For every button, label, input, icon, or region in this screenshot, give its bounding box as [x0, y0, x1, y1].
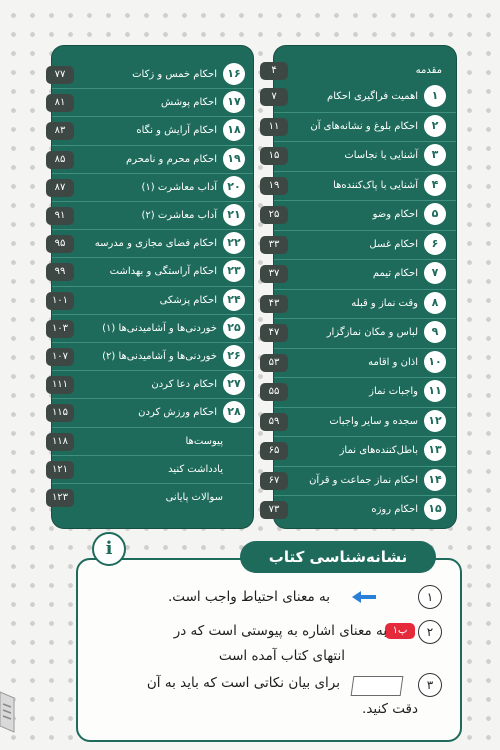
page-number: ۶۷ — [260, 472, 288, 490]
legend-number-1: ۱ — [418, 585, 442, 609]
toc-intro-row[interactable] — [271, 60, 456, 82]
chapter-title: آشنایی با پاک‌کننده‌ها — [333, 179, 418, 191]
chapter-number: ۹ — [424, 321, 446, 343]
chapter-number: ۳ — [424, 144, 446, 166]
page-number: ۴۳ — [260, 295, 288, 313]
chapter-title: سجده و سایر واجبات — [329, 415, 418, 427]
page-number: ۱۱۱ — [46, 376, 74, 394]
chapter-title: آداب معاشرت (۱) — [141, 181, 217, 193]
toc-row[interactable] — [52, 173, 253, 202]
chapter-title: احکام بلوغ و نشانه‌های آن — [310, 120, 418, 132]
page-number: ۸۳ — [46, 122, 74, 140]
toc-row[interactable] — [268, 289, 456, 320]
legend-text-3-line2: دقت کنید. — [362, 701, 418, 717]
page-number: ۹۱ — [46, 207, 74, 225]
chapter-number: ۸ — [424, 292, 446, 314]
toc-row[interactable] — [268, 259, 456, 290]
chapter-number: ۴ — [424, 174, 446, 196]
legend-number-2: ۲ — [418, 620, 442, 644]
chapter-number: ۲۰ — [223, 176, 245, 198]
intro-title: مقدمه — [415, 65, 442, 76]
legend-text-2-line1: به معنای اشاره به پیوستی است که در — [173, 623, 387, 639]
page-number: ۷۷ — [46, 66, 74, 84]
page-number: ۸۱ — [46, 94, 74, 112]
page-number: ۱۵ — [260, 147, 288, 165]
toc-row[interactable] — [52, 342, 253, 371]
page-number: ۱۹ — [260, 177, 288, 195]
chapter-number: ۲۶ — [223, 345, 245, 367]
chapter-title: احکام ورزش کردن — [138, 407, 217, 419]
page-number: ۱۰۳ — [46, 320, 74, 338]
page-number: ۵۳ — [260, 354, 288, 372]
page-number: ۱۱ — [260, 118, 288, 136]
toc-row[interactable] — [268, 436, 456, 467]
chapter-title: احکام روزه — [371, 504, 418, 515]
note-box-icon — [351, 676, 404, 696]
page-number: ۴ — [260, 62, 288, 80]
chapter-title: پیوست‌ها — [185, 435, 223, 447]
chapter-title: خوردنی‌ها و آشامیدنی‌ها (۲) — [102, 351, 217, 362]
page-number: ۷۳ — [260, 501, 288, 519]
toc-row[interactable] — [52, 286, 253, 315]
page-number: ۲۵ — [260, 206, 288, 224]
toc-row[interactable] — [52, 398, 253, 427]
page-number: ۹۹ — [46, 263, 74, 281]
toc-left-panel — [52, 46, 253, 528]
chapter-number: ۱۵ — [424, 498, 446, 520]
toc-row[interactable] — [52, 201, 253, 230]
chapter-number: ۲۸ — [223, 401, 245, 423]
page-number: ۱۱۸ — [46, 433, 74, 451]
chapter-number: ۵ — [424, 203, 446, 225]
chapter-title: باطل‌کننده‌های نماز — [339, 445, 418, 456]
chapter-number: ۲۵ — [223, 317, 245, 339]
toc-row[interactable] — [271, 82, 456, 113]
chapter-number: ۲۴ — [223, 289, 245, 311]
chapter-number: ۱۶ — [223, 63, 245, 85]
chapter-title: اهمیت فراگیری احکام — [327, 91, 418, 102]
chapter-title: لباس و مکان نمازگزار — [326, 327, 418, 338]
chapter-number: ۱۷ — [223, 91, 245, 113]
chapter-title: احکام پزشکی — [159, 294, 217, 306]
toc-row[interactable] — [268, 230, 456, 261]
legend-text-1: به معنای احتیاط واجب است. — [168, 589, 330, 605]
chapter-number: ۱۹ — [223, 148, 245, 170]
page-number: ۱۱۵ — [46, 404, 74, 422]
chapter-number: ۲۱ — [223, 204, 245, 226]
chapter-number: ۱ — [424, 85, 446, 107]
chapter-number: ۱۸ — [223, 119, 245, 141]
chapter-number: ۱۰ — [424, 351, 446, 373]
page-number: ۵۹ — [260, 413, 288, 431]
page-number: ۶۵ — [260, 442, 288, 460]
toc-row[interactable] — [52, 60, 253, 89]
legend-number-3: ۳ — [418, 673, 442, 697]
page-number: ۸۵ — [46, 151, 74, 169]
page-number: ۴۷ — [260, 324, 288, 342]
chapter-title: احکام خمس و زکات — [132, 69, 217, 80]
chapter-number: ۱۴ — [424, 469, 446, 491]
chapter-title: احکام وضو — [372, 209, 418, 220]
chapter-title: واجبات نماز — [369, 386, 418, 397]
chapter-title: سوالات پایانی — [165, 492, 223, 503]
chapter-title: یادداشت کنید — [168, 463, 223, 475]
chapter-number: ۶ — [424, 233, 446, 255]
page-number: ۱۰۱ — [46, 292, 74, 310]
toc-row[interactable] — [268, 141, 456, 172]
toc-row[interactable] — [52, 116, 253, 145]
toc-row[interactable] — [52, 314, 253, 343]
page-number: ۱۲۱ — [46, 461, 74, 479]
page-number: ۳۷ — [260, 265, 288, 283]
chapter-title: آشنایی با نجاسات — [344, 150, 418, 161]
toc-row[interactable] — [268, 377, 456, 408]
toc-row[interactable] — [52, 88, 253, 117]
chapter-title: احکام آرایش و نگاه — [136, 125, 217, 137]
page-number: ۱۰۷ — [46, 348, 74, 366]
chapter-number: ۲۷ — [223, 373, 245, 395]
arrow-left-icon — [350, 590, 378, 604]
info-icon: i — [92, 532, 126, 566]
page-number: ۸۷ — [46, 179, 74, 197]
chapter-title: احکام نماز جماعت و قرآن — [309, 474, 418, 486]
chapter-title: وقت نماز و قبله — [351, 297, 418, 309]
page-number: ۱۲۳ — [46, 489, 74, 507]
chapter-title: احکام آراستگی و بهداشت — [109, 266, 217, 278]
page-number: ۷ — [260, 88, 288, 106]
chapter-number: ۲ — [424, 115, 446, 137]
toc-row[interactable] — [52, 145, 253, 174]
chapter-title: احکام پوشش — [161, 97, 217, 109]
toc-row[interactable] — [52, 229, 253, 258]
toc-right-panel — [268, 46, 456, 528]
chapter-number: ۷ — [424, 262, 446, 284]
page-number: ۳۳ — [260, 236, 288, 254]
page-number: ۹۵ — [46, 235, 74, 253]
chapter-number: ۲۳ — [223, 260, 245, 282]
chapter-number: ۲۲ — [223, 232, 245, 254]
toc-row[interactable] — [52, 455, 253, 484]
toc-row[interactable] — [268, 200, 456, 231]
chapter-number: ۱۲ — [424, 410, 446, 432]
legend-heading: نشانه‌شناسی کتاب — [240, 541, 436, 573]
chapter-title: خوردنی‌ها و آشامیدنی‌ها (۱) — [102, 322, 217, 334]
chapter-title: احکام دعا کردن — [151, 379, 217, 391]
chapter-title: احکام غسل — [369, 238, 418, 250]
toc-row[interactable] — [52, 427, 253, 456]
chapter-title: اذان و اقامه — [368, 356, 418, 368]
publisher-logo-icon — [0, 688, 18, 738]
toc-row[interactable] — [268, 466, 456, 497]
toc-row[interactable] — [52, 483, 253, 511]
page-number: ۵۵ — [260, 383, 288, 401]
chapter-title: احکام فضای مجازی و مدرسه — [94, 238, 217, 250]
appendix-badge: پ۱ — [385, 623, 415, 639]
chapter-number: ۱۳ — [424, 439, 446, 461]
chapter-title: آداب معاشرت (۲) — [141, 210, 217, 221]
toc-row[interactable] — [268, 495, 456, 525]
legend-text-2-line2: انتهای کتاب آمده است — [218, 648, 345, 664]
toc-row[interactable] — [52, 370, 253, 399]
toc-row[interactable] — [268, 318, 456, 349]
toc-row[interactable] — [268, 407, 456, 438]
toc-row[interactable] — [268, 348, 456, 379]
toc-row[interactable] — [52, 257, 253, 286]
legend-text-3-line1: برای بیان نکاتی است که باید به آن — [146, 675, 340, 691]
chapter-title: احکام محرم و نامحرم — [126, 153, 217, 165]
chapter-number: ۱۱ — [424, 380, 446, 402]
chapter-title: احکام تیمم — [372, 268, 418, 279]
toc-row[interactable] — [268, 171, 456, 202]
toc-row[interactable] — [268, 112, 456, 143]
